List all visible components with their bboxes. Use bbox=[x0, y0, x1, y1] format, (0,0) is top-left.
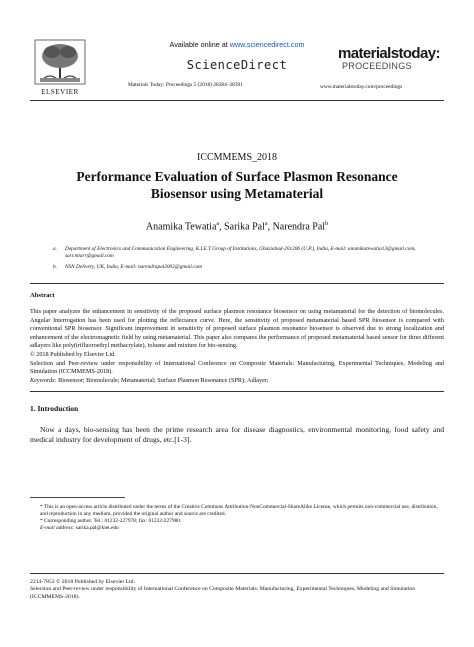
available-prefix: Available online at bbox=[169, 40, 230, 49]
bottom-divider bbox=[30, 573, 444, 574]
affiliation-label: b. bbox=[53, 264, 57, 270]
section-heading-introduction: 1. Introduction bbox=[30, 404, 79, 413]
title-line-1: Performance Evaluation of Surface Plasmon Resonance bbox=[76, 169, 398, 184]
title-line-2: Biosensor using Metamaterial bbox=[150, 186, 324, 201]
footnote-block bbox=[30, 504, 444, 532]
author-list bbox=[0, 221, 474, 232]
abstract-body bbox=[30, 308, 444, 377]
affiliation-label: a. bbox=[53, 246, 57, 252]
abstract-bottom-divider bbox=[30, 391, 444, 392]
footnote-divider bbox=[30, 497, 125, 498]
article-title bbox=[40, 168, 434, 202]
abstract-peer-review: Selection and Peer-review under responsibility of International Conference on Composite Materials: Manufacturing, Experimental Techniques, Modeling and Simulation (ICCMMEMS-2018). bbox=[30, 359, 444, 376]
sciencedirect-link[interactable]: www.sciencedirect.com bbox=[229, 40, 305, 49]
author-name: Sarika Pal bbox=[224, 221, 265, 233]
publisher-logo-text: ELSEVIER bbox=[41, 88, 79, 96]
author-affiliation-mark: a bbox=[264, 221, 268, 227]
journal-reference: Materials Today: Proceedings 5 (2018) 28384–28391 bbox=[128, 82, 243, 88]
author-name: Narendra Pal bbox=[272, 221, 326, 233]
materials-today-logo bbox=[338, 46, 446, 71]
keywords-label: Keywords: bbox=[30, 377, 57, 384]
header-divider bbox=[30, 100, 444, 101]
conference-code: ICCMMEMS_2018 bbox=[196, 152, 277, 163]
keywords-line bbox=[30, 377, 444, 384]
sciencedirect-wordmark: ScienceDirect bbox=[186, 58, 288, 72]
journal-logo-sub: PROCEEDINGS bbox=[342, 61, 412, 71]
author-affiliation-mark: a bbox=[216, 221, 220, 227]
abstract-top-divider bbox=[30, 283, 444, 284]
author-separator: , bbox=[219, 221, 225, 233]
author-separator: , bbox=[267, 221, 273, 233]
issn-block bbox=[30, 579, 444, 601]
author-affiliation-mark: b bbox=[325, 221, 329, 227]
journal-url[interactable]: www.materialstoday.com/proceedings bbox=[320, 84, 403, 90]
email-footnote bbox=[30, 525, 444, 532]
corresponding-author-footnote: * Corresponding author. Tel.: 01232-227978; fax: 01232-227980. bbox=[40, 518, 182, 524]
affiliation-text: NSN Delivery, UK, India, E-mail: narendrapal2002@gmail.com bbox=[65, 264, 202, 270]
keywords-list: Biosensor; Biomolecule; Metamaterial; Surface Plasmon Resonance (SPR); Adlayer; bbox=[56, 377, 269, 384]
selection-line: Selection and Peer-review under responsibility of International Conference on Composite Materials: Manufacturing, Experimental Techniques, Modeling and Simulation (ICCMMEMS-2018). bbox=[30, 586, 416, 600]
introduction-paragraph bbox=[30, 425, 444, 445]
email-address[interactable]: sarika.pal@kiet.edu bbox=[74, 525, 119, 531]
affiliation-a bbox=[53, 246, 443, 260]
abstract-heading: Abstract bbox=[30, 292, 55, 299]
affiliation-text: Department of Electronics and Communication Engineering, K.I.E.T Group of Institutions, Ghaziabad-201206 (U.P.), India, E-mail: anamikatewatia13@gmail.com, sarr.miarr@gmail.com bbox=[65, 246, 416, 259]
license-footnote: * This is an open-access article distributed under the terms of the Creative Commons Attribution-NonCommercial-ShareAlike License, which permits non-commercial use, distribution, and reproduction in any medium, provided the original author and source are credited. bbox=[40, 504, 438, 517]
author-name: Anamika Tewatia bbox=[145, 221, 217, 233]
issn-line: 2214-7853 © 2018 Published by Elsevier Ltd. bbox=[30, 579, 135, 585]
abstract-copyright: © 2018 Published by Elsevier Ltd. bbox=[30, 350, 116, 358]
journal-logo-main: materialstoday: bbox=[338, 45, 440, 62]
abstract-text: This paper analyzes the enhancement in sensitivity of the proposed surface plasmon resonance biosensor on using metamaterial for the detection of biomolecules. Angular Interrogation has been used for plotting the reflectance curve. Here, the sensitivity of proposed metamaterial based SPR biosensor is compared with conventional SPR biosensor. Significant improvement in sensitivity of proposed surface plasmon resonance biosensor is observed due to strong localization and enhancement of the electromagnetic field by using metamaterial. This paper also compares the performance of proposed metamaterial based sensor for three different adlayers like poly(trifluoroethyl methacrylate), toluene and mixture for bio-sensing. bbox=[30, 308, 444, 350]
email-label: E-mail address: bbox=[40, 525, 75, 531]
affiliation-b bbox=[53, 264, 443, 271]
introduction-text: Now a days, bio-sensing has been the prime research area for disease diagnostics, environmental monitoring, food safety and medical industry for development of drugs, etc.[1-3]. bbox=[30, 425, 444, 445]
